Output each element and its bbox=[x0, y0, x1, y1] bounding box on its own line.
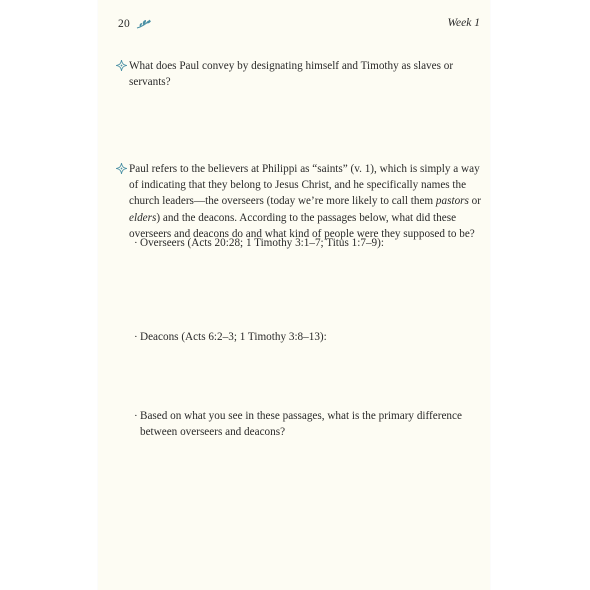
book-page bbox=[98, 0, 490, 590]
connector-or: or bbox=[468, 195, 481, 208]
sub-question-text: Overseers (Acts 20:28; 1 Timothy 3:1–7; Titus 1:7–9): bbox=[140, 237, 384, 249]
section-title: Week 1 bbox=[447, 17, 480, 29]
bullet-dot: · bbox=[134, 410, 138, 422]
italic-elders: elders bbox=[129, 211, 157, 224]
question-2 bbox=[116, 161, 482, 242]
bullet-dot: · bbox=[134, 331, 138, 343]
page-header-left bbox=[118, 18, 152, 30]
question-2-text-part2: ) and the deacons. According to the passages below, what did these overseers and deacons do and what kind of people were they supposed to be? bbox=[129, 211, 475, 240]
question-2-text-part1: Paul refers to the believers at Philippi as “saints” (v. 1), which is simply a way of indicating that they belong to Jesus Christ, and he specifically names the church leaders—the overseers (today we’re more likely to call them bbox=[129, 163, 480, 208]
sub-question-difference bbox=[134, 408, 482, 440]
italic-pastors: pastors bbox=[435, 195, 469, 208]
question-1-text: What does Paul convey by designating himself and Timothy as slaves or servants? bbox=[129, 60, 454, 89]
question-2-text bbox=[129, 161, 482, 242]
four-point-star-icon bbox=[116, 163, 127, 174]
bullet-dot: · bbox=[134, 237, 138, 249]
sub-question-deacons bbox=[134, 329, 482, 345]
question-1 bbox=[116, 58, 482, 90]
four-point-star-icon bbox=[116, 60, 127, 71]
leaf-sprig-icon bbox=[136, 18, 152, 30]
sub-question-text: Deacons (Acts 6:2–3; 1 Timothy 3:8–13): bbox=[140, 331, 327, 343]
page-number: 20 bbox=[118, 18, 131, 30]
sub-question-text: Based on what you see in these passages, what is the primary difference between overseers and deacons? bbox=[140, 410, 462, 439]
sub-question-overseers bbox=[134, 235, 482, 251]
